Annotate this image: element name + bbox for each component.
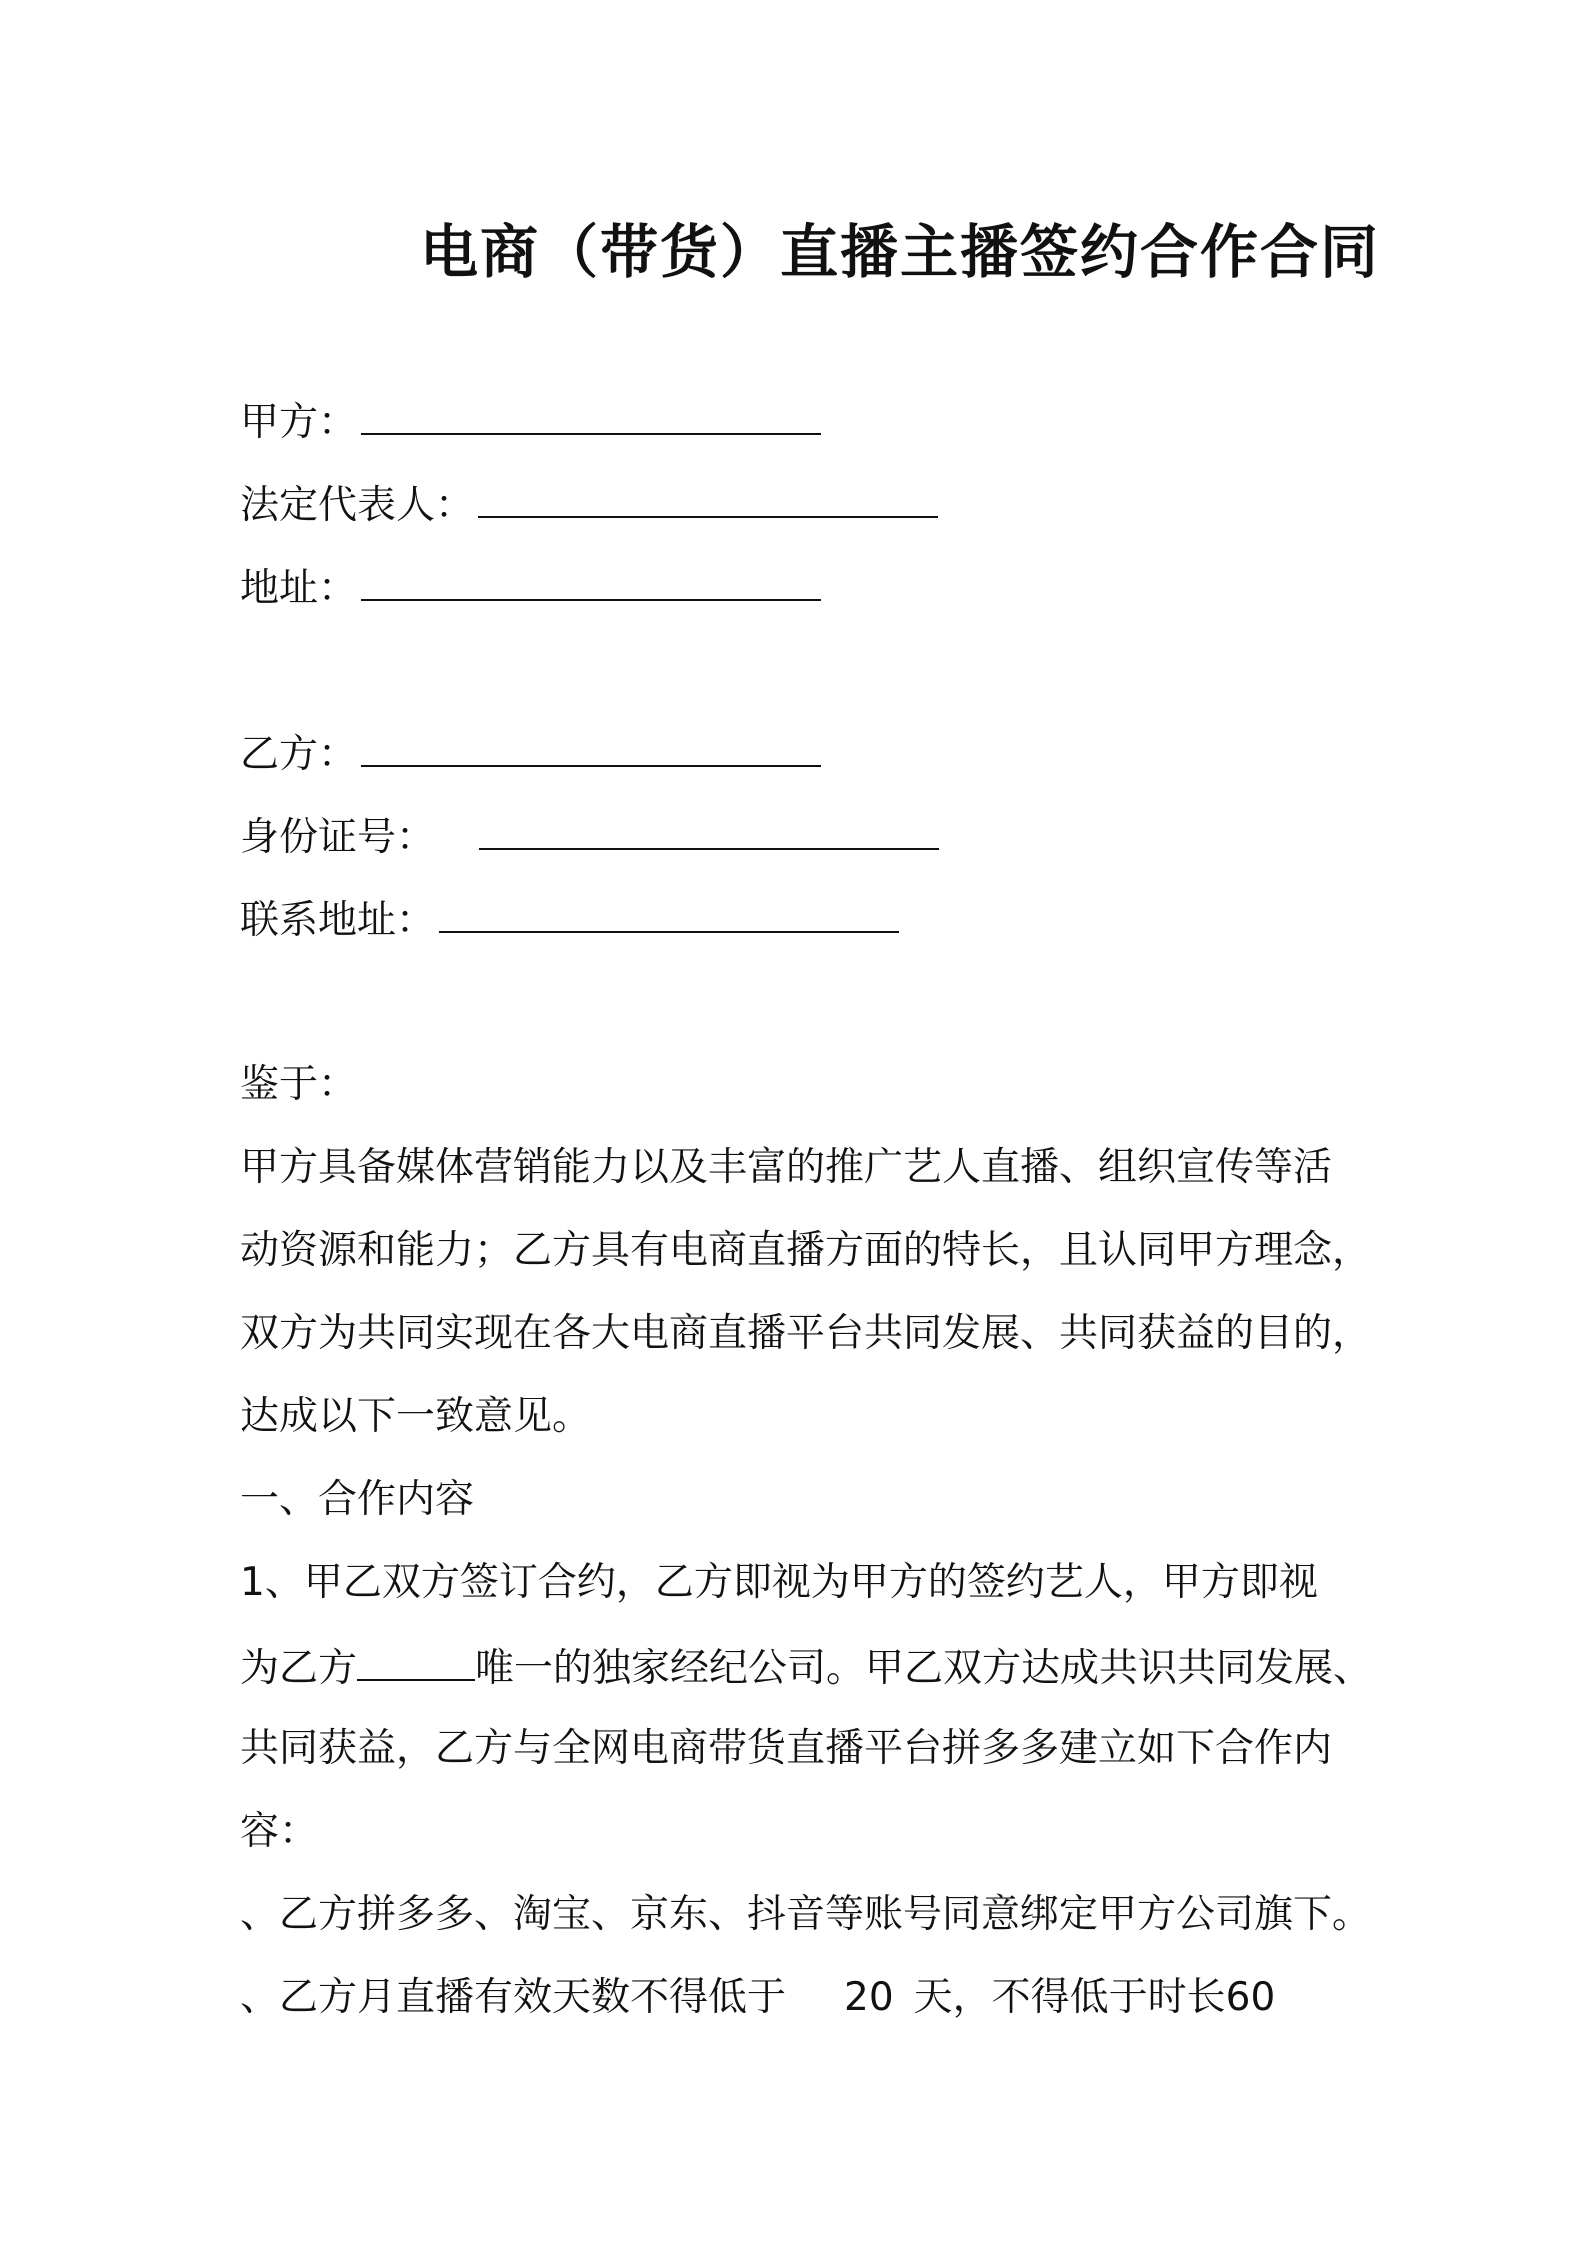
contact-address-blank[interactable] <box>439 893 899 933</box>
clause-1-blank[interactable] <box>357 1641 475 1681</box>
document-title: 电商（带货）直播主播签约合作合同 <box>420 218 1381 286</box>
party-b-line <box>240 727 821 780</box>
whereas-line-1: 甲方具备媒体营销能力以及丰富的推广艺人直播、组织宣传等活 <box>240 1145 1333 1190</box>
whereas-line-4: 达成以下一致意见。 <box>240 1394 592 1439</box>
legal-rep-blank[interactable] <box>478 478 938 518</box>
clause-1-line-2 <box>240 1641 1372 1694</box>
id-number-label: 身份证号： <box>240 815 436 860</box>
whereas-label: 鉴于： <box>240 1062 358 1107</box>
id-number-line <box>240 810 939 863</box>
party-b-label: 乙方： <box>240 732 358 777</box>
whereas-line-2: 动资源和能力；乙方具有电商直播方面的特长，且认同甲方理念， <box>240 1228 1372 1273</box>
item-b-days: 20 <box>844 1975 894 2020</box>
clause-1-line-4: 容： <box>240 1809 319 1854</box>
whereas-line-3: 双方为共同实现在各大电商直播平台共同发展、共同获益的目的， <box>240 1311 1372 1356</box>
party-a-blank[interactable] <box>361 395 821 435</box>
item-a: 、乙方拼多多、淘宝、京东、抖音等账号同意绑定甲方公司旗下。 <box>240 1892 1372 1937</box>
contact-address-line <box>240 893 899 946</box>
legal-rep-label: 法定代表人： <box>240 483 475 528</box>
clause-1-line-3: 共同获益，乙方与全网电商带货直播平台拼多多建立如下合作内 <box>240 1726 1333 1771</box>
clause-1-line-2-pre: 为乙方 <box>240 1646 358 1691</box>
item-b-post: 天，不得低于时长60 <box>913 1975 1276 2020</box>
party-b-blank[interactable] <box>361 727 821 767</box>
item-b-pre: 、乙方月直播有效天数不得低于 <box>240 1975 787 2020</box>
party-a-label: 甲方： <box>240 400 358 445</box>
party-a-address-blank[interactable] <box>361 561 821 601</box>
clause-1-line-2-post: 唯一的独家经纪公司。甲乙双方达成共识共同发展、 <box>475 1646 1373 1691</box>
legal-rep-line <box>240 478 938 531</box>
party-a-address-line <box>240 561 821 614</box>
contact-address-label: 联系地址： <box>240 898 436 943</box>
item-b <box>240 1973 1275 2023</box>
section-1-heading: 一、合作内容 <box>240 1477 475 1522</box>
clause-1-line-1: 1、甲乙双方签订合约，乙方即视为甲方的签约艺人，甲方即视 <box>240 1560 1318 1605</box>
party-a-address-label: 地址： <box>240 566 358 611</box>
party-a-line <box>240 395 821 448</box>
id-number-blank[interactable] <box>479 810 939 850</box>
